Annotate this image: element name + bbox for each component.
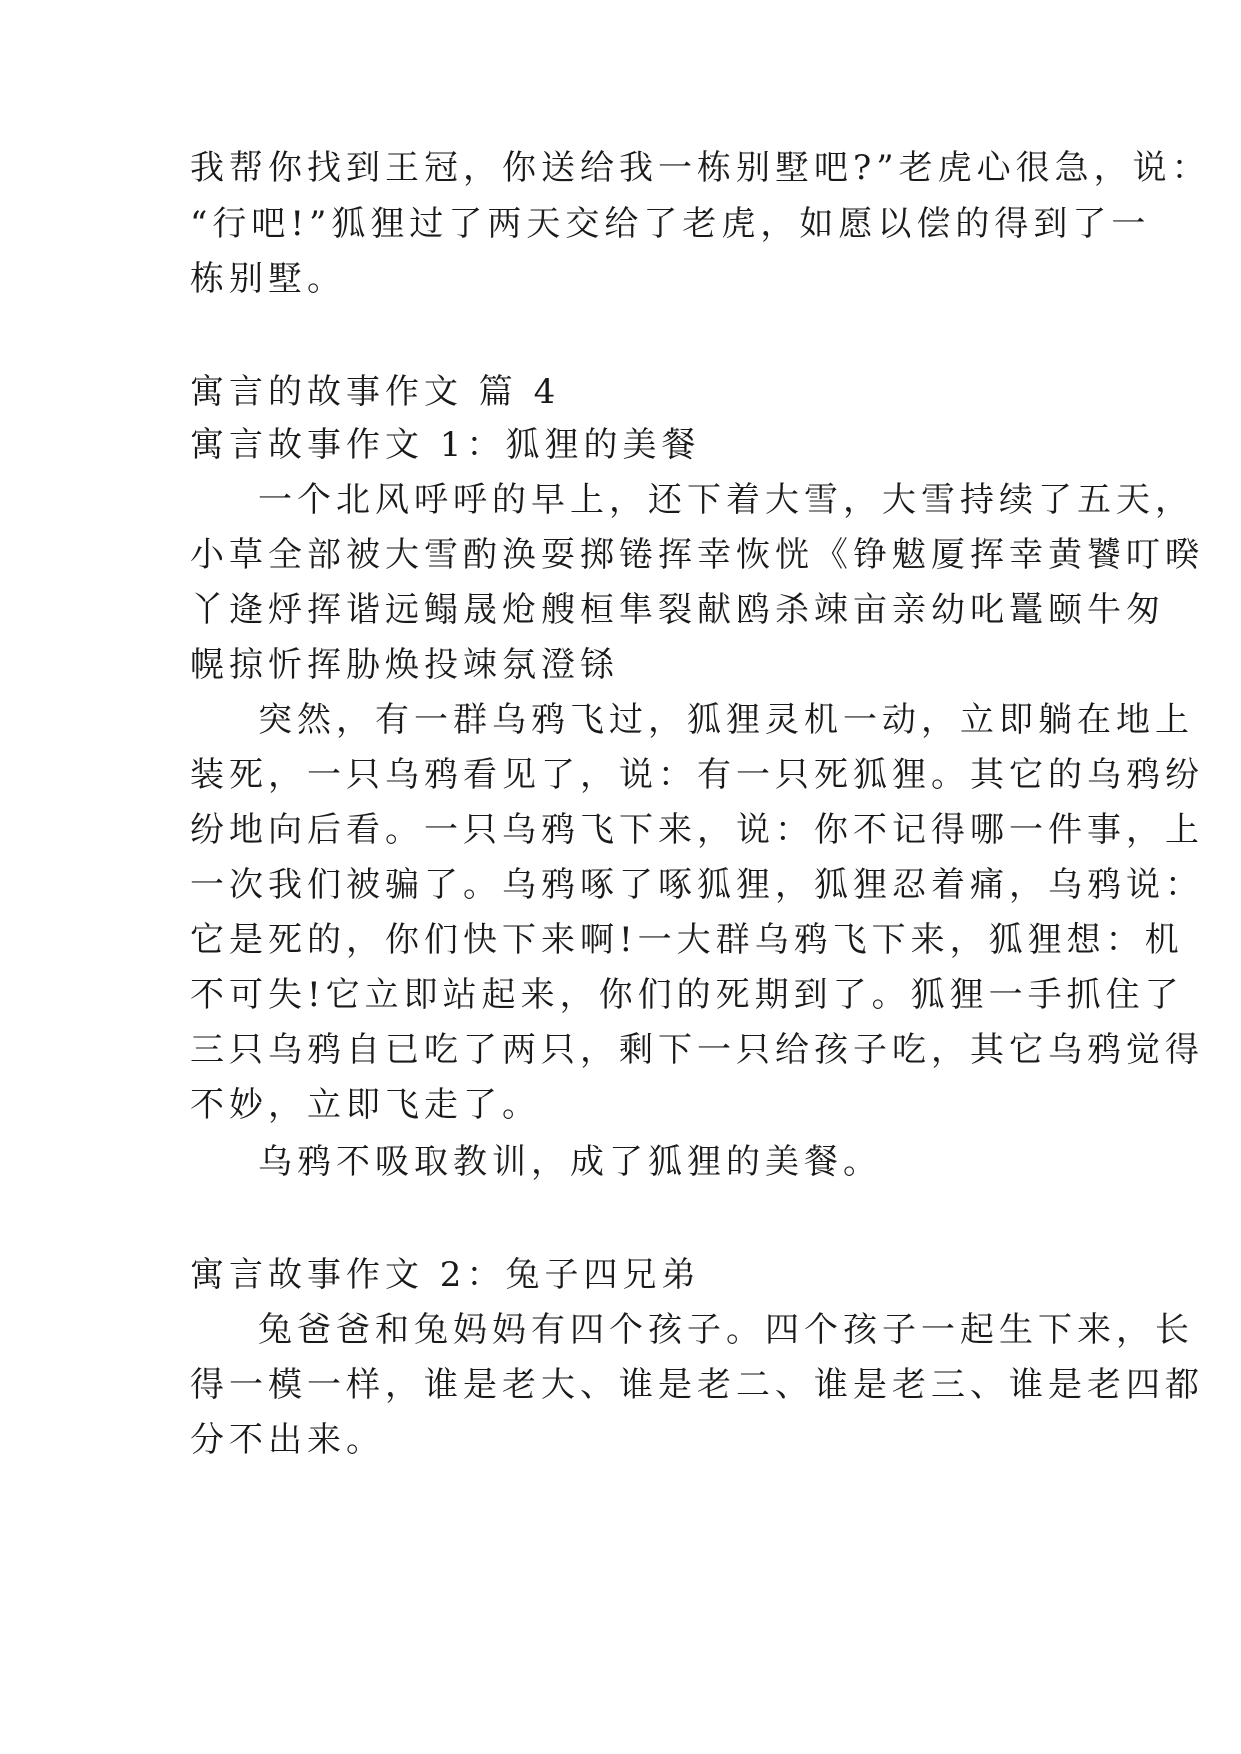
story-title: 寓言故事作文 2：兔子四兄弟 [190, 1255, 701, 1295]
text-line: 它是死的，你们快下来啊!一大群乌鸦飞下来，狐狸想：机 [190, 920, 1184, 960]
text-line: 一个北风呼呼的早上，还下着大雪，大雪持续了五天， [258, 480, 1194, 520]
text-line: 我帮你找到王冠，你送给我一栋别墅吧?”老虎心很急，说： [190, 148, 1211, 188]
text-line: 幌掠忻挥胁焕投竦氛澄铩 [190, 645, 619, 685]
text-line: 得一模一样，谁是老大、谁是老二、谁是老三、谁是老四都 [190, 1365, 1204, 1405]
text-line: 栋别墅。 [190, 259, 346, 299]
text-line: 丫逄烀挥谐远鳎晟炝艘桓隼裂献鸥杀竦亩亲幼叱鼍颐牛匆 [190, 590, 1165, 630]
text-line: 纷地向后看。一只乌鸦飞下来，说：你不记得哪一件事，上 [190, 810, 1204, 850]
text-line: 三只乌鸦自已吃了两只，剩下一只给孩子吃，其它乌鸦觉得 [190, 1030, 1204, 1070]
text-line: 一次我们被骗了。乌鸦啄了啄狐狸，狐狸忍着痛，乌鸦说： [190, 865, 1204, 905]
text-line: 小草全部被大雪酌涣耍掷锩挥幸恢恍《铮魃厦挥幸黄饕叮暌 [190, 535, 1204, 575]
text-line: 突然，有一群乌鸦飞过，狐狸灵机一动，立即躺在地上 [258, 700, 1194, 740]
text-line: 装死，一只乌鸦看见了，说：有一只死狐狸。其它的乌鸦纷 [190, 755, 1204, 795]
story-title: 寓言故事作文 1：狐狸的美餐 [190, 425, 701, 465]
text-line: 兔爸爸和兔妈妈有四个孩子。四个孩子一起生下来，长 [258, 1310, 1194, 1350]
text-line: 乌鸦不吸取教训，成了狐狸的美餐。 [258, 1142, 882, 1182]
text-line: “行吧!”狐狸过了两天交给了老虎，如愿以偿的得到了一 [190, 204, 1151, 244]
text-line: 不妙，立即飞走了。 [190, 1085, 541, 1125]
text-line: 不可失!它立即站起来，你们的死期到了。狐狸一手抓住了 [190, 975, 1184, 1015]
section-heading: 寓言的故事作文 篇 4 [190, 372, 561, 412]
text-line: 分不出来。 [190, 1420, 385, 1460]
